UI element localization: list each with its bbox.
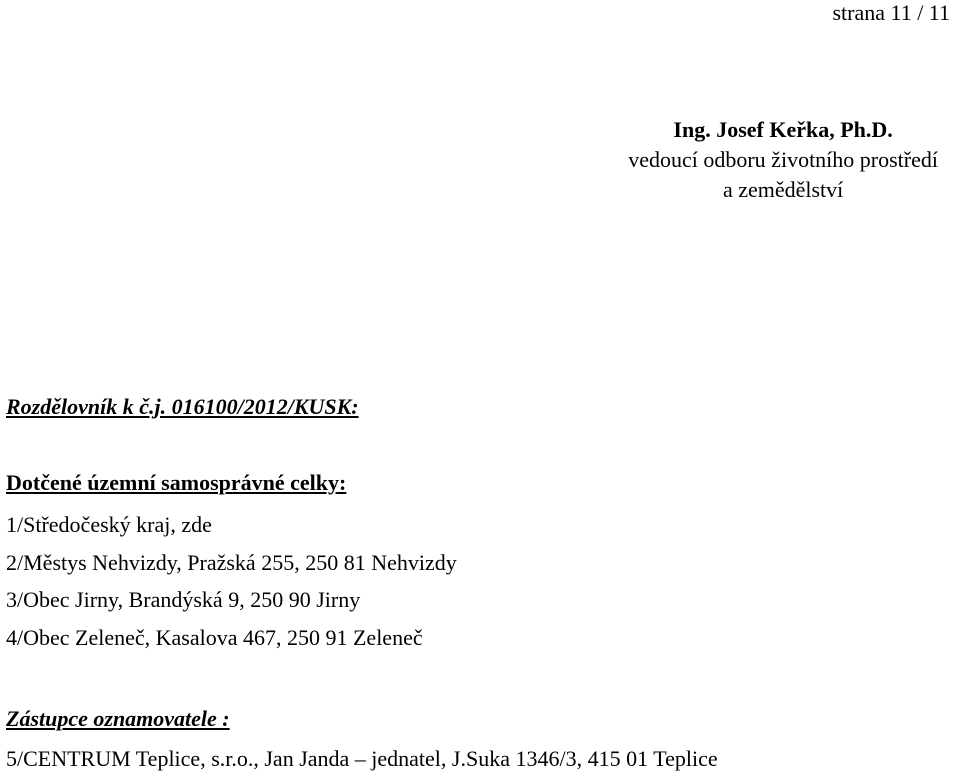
list-item: 3/Obec Jirny, Brandýská 9, 250 90 Jirny (6, 587, 361, 612)
list-item: 5/CENTRUM Teplice, s.r.o., Jan Janda – jednatel, J.Suka 1346/3, 415 01 Teplice (6, 746, 718, 771)
signatory-role-line-2: a zemědělství (722, 177, 844, 202)
page-number: strana 11 / 11 (832, 0, 950, 25)
affected-units-list (6, 506, 457, 656)
distribution-list-title: Rozdělovník k č.j. 016100/2012/KUSK: (6, 394, 359, 419)
representatives-title: Zástupce oznamovatele : (6, 706, 230, 731)
signatory-role-line-1: vedoucí odboru životního prostředí (628, 147, 938, 172)
list-item: 2/Městys Nehvizdy, Pražská 255, 250 81 Nehvizdy (6, 549, 457, 575)
list-item: 4/Obec Zeleneč, Kasalova 467, 250 91 Zeleneč (6, 624, 423, 650)
representatives-list (6, 740, 718, 778)
signatory-name: Ing. Josef Keřka, Ph.D. (673, 117, 893, 142)
affected-units-title: Dotčené územní samosprávné celky: (6, 470, 347, 495)
signature-block (628, 115, 938, 205)
list-item: 1/Středočeský kraj, zde (6, 512, 212, 537)
